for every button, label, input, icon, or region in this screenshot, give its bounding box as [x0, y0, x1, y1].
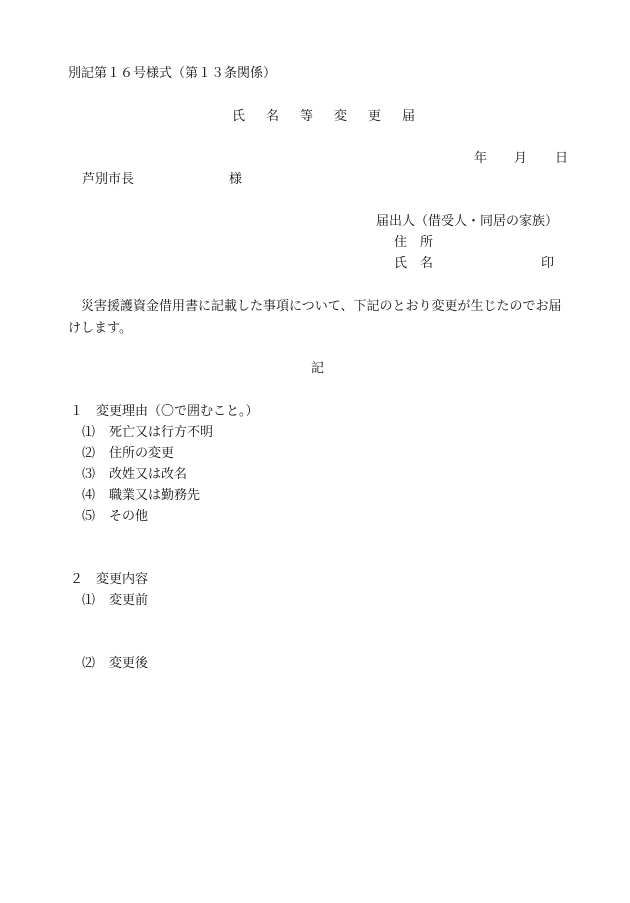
list-item-label: 職業又は勤務先	[109, 488, 201, 503]
list-item-number: ⑴	[82, 425, 96, 440]
date-year: 年	[474, 151, 488, 166]
list-item-label: 変更前	[109, 593, 149, 608]
section1-number: １	[70, 404, 84, 419]
list-item-label: 改姓又は改名	[109, 467, 188, 482]
section1-title: 変更理由（〇で囲むこと。）	[96, 404, 259, 419]
applicant-address-label: 住 所	[394, 235, 434, 250]
list-item-number: ⑶	[82, 467, 96, 482]
list-item-label: 変更後	[109, 656, 149, 671]
date-month: 月	[514, 151, 528, 166]
addressee-name: 芦別市長	[82, 172, 135, 187]
ki-heading: 記	[311, 361, 325, 376]
addressee-honorific: 様	[229, 172, 243, 187]
date-day: 日	[555, 151, 569, 166]
list-item-label: 死亡又は行方不明	[109, 425, 214, 440]
list-item-number: ⑴	[82, 593, 96, 608]
list-item-number: ⑷	[82, 488, 96, 503]
seal-mark: 印	[541, 256, 555, 271]
section2-title: 変更内容	[96, 572, 149, 587]
form-number: 別記第１６号様式（第１３条関係）	[68, 66, 277, 81]
list-item-label: 住所の変更	[109, 446, 175, 461]
list-item-number: ⑵	[82, 446, 96, 461]
list-item-number: ⑵	[82, 656, 96, 671]
body-paragraph: 災害援護資金借用書に記載した事項について、下記のとおり変更が生じたのでお届けします。	[68, 299, 562, 336]
document-title: 氏名等変更届	[232, 109, 437, 124]
section2-number: ２	[70, 572, 84, 587]
list-item-label: その他	[109, 509, 149, 524]
list-item-number: ⑸	[82, 509, 96, 524]
applicant-name-label: 氏 名	[394, 256, 434, 271]
applicant-label: 届出人（借受人・同居の家族）	[376, 214, 559, 229]
